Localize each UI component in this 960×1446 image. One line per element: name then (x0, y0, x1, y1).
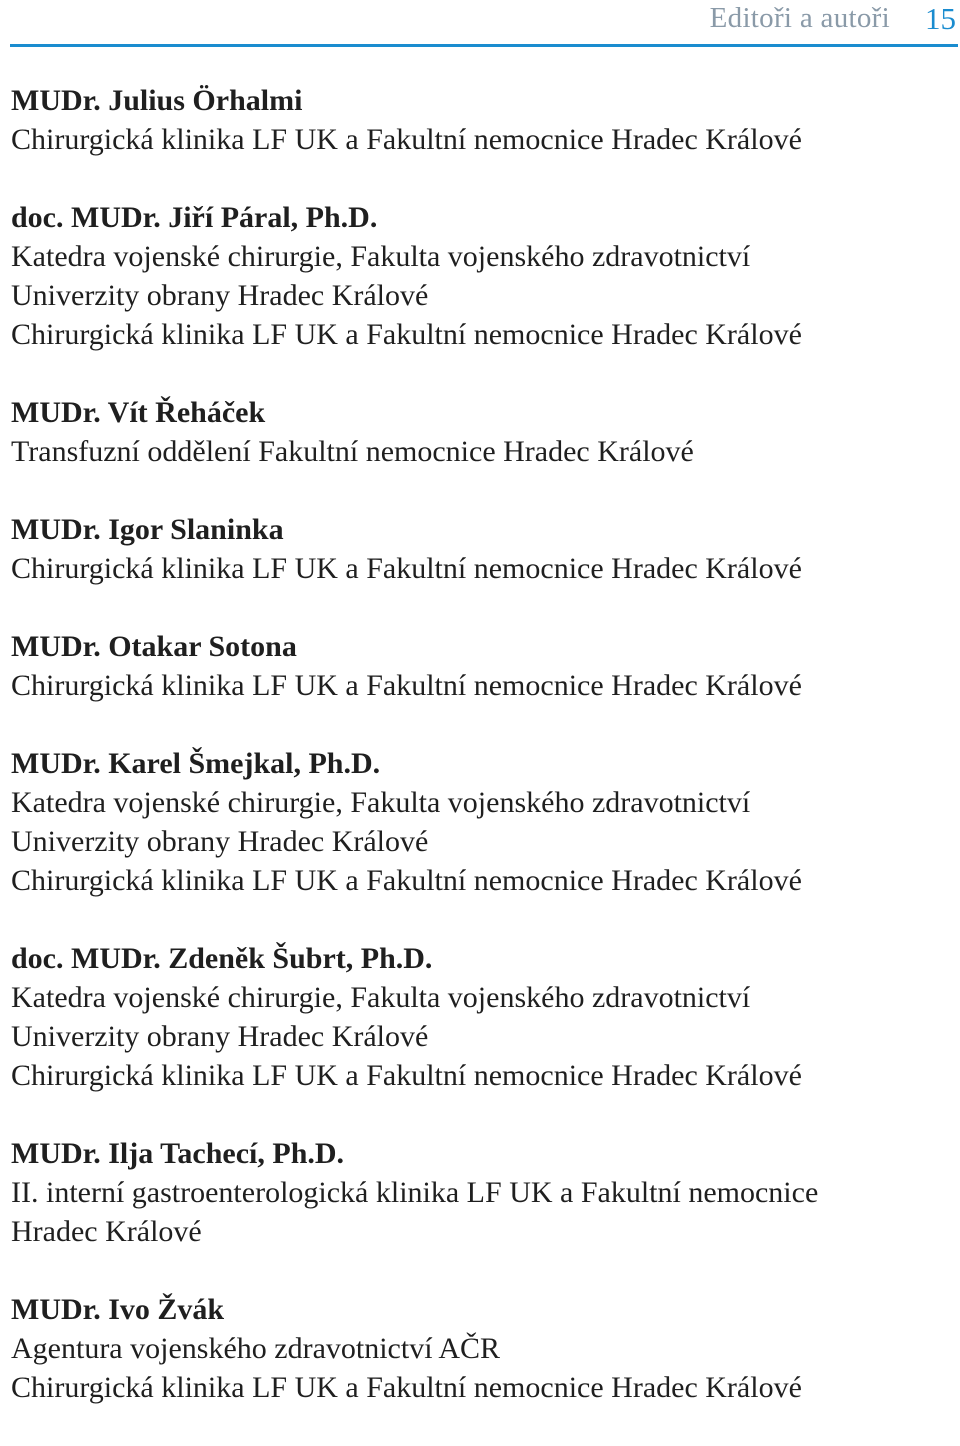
author-affiliation: Katedra vojenské chirurgie, Fakulta vojenského zdravotnictví (11, 240, 751, 273)
author-entry (11, 1134, 956, 1251)
author-entry (11, 81, 956, 159)
author-list (11, 81, 956, 1446)
author-name: MUDr. Ilja Tachecí, Ph.D. (11, 1137, 345, 1170)
author-name: doc. MUDr. Jiří Páral, Ph.D. (11, 201, 378, 234)
author-name: MUDr. Igor Slaninka (11, 513, 284, 546)
running-header (10, 0, 958, 47)
author-entry (11, 627, 956, 705)
author-affiliation: Transfuzní oddělení Fakultní nemocnice Hradec Králové (11, 435, 694, 468)
author-affiliation: Chirurgická klinika LF UK a Fakultní nemocnice Hradec Králové (11, 1059, 802, 1092)
author-entry (11, 510, 956, 588)
author-entry (11, 198, 956, 354)
author-affiliation: Katedra vojenské chirurgie, Fakulta vojenského zdravotnictví (11, 786, 751, 819)
author-affiliation: II. interní gastroenterologická klinika LF UK a Fakultní nemocnice (11, 1176, 819, 1209)
author-affiliation: Chirurgická klinika LF UK a Fakultní nemocnice Hradec Králové (11, 669, 802, 702)
author-affiliation: Chirurgická klinika LF UK a Fakultní nemocnice Hradec Králové (11, 552, 802, 585)
author-affiliation: Chirurgická klinika LF UK a Fakultní nemocnice Hradec Králové (11, 864, 802, 897)
author-affiliation: Chirurgická klinika LF UK a Fakultní nemocnice Hradec Králové (11, 123, 802, 156)
author-affiliation: Chirurgická klinika LF UK a Fakultní nemocnice Hradec Králové (11, 1371, 802, 1404)
author-entry (11, 939, 956, 1095)
author-affiliation: Univerzity obrany Hradec Králové (11, 825, 429, 858)
author-name: MUDr. Otakar Sotona (11, 630, 297, 663)
page-number: 15 (925, 1, 956, 36)
author-affiliation: Hradec Králové (11, 1215, 202, 1248)
author-affiliation: Chirurgická klinika LF UK a Fakultní nemocnice Hradec Králové (11, 318, 802, 351)
author-name: doc. MUDr. Zdeněk Šubrt, Ph.D. (11, 942, 433, 975)
running-title: Editoři a autoři (709, 2, 890, 34)
author-affiliation: Agentura vojenského zdravotnictví AČR (11, 1332, 501, 1365)
author-name: MUDr. Julius Örhalmi (11, 84, 303, 117)
author-name: MUDr. Ivo Žvák (11, 1293, 225, 1326)
author-affiliation: Katedra vojenské chirurgie, Fakulta vojenského zdravotnictví (11, 981, 751, 1014)
author-affiliation: Univerzity obrany Hradec Králové (11, 1020, 429, 1053)
author-entry (11, 744, 956, 900)
author-name: MUDr. Karel Šmejkal, Ph.D. (11, 747, 381, 780)
author-entry (11, 393, 956, 471)
author-entry (11, 1290, 956, 1407)
author-affiliation: Univerzity obrany Hradec Králové (11, 279, 429, 312)
author-name: MUDr. Vít Řeháček (11, 396, 266, 429)
